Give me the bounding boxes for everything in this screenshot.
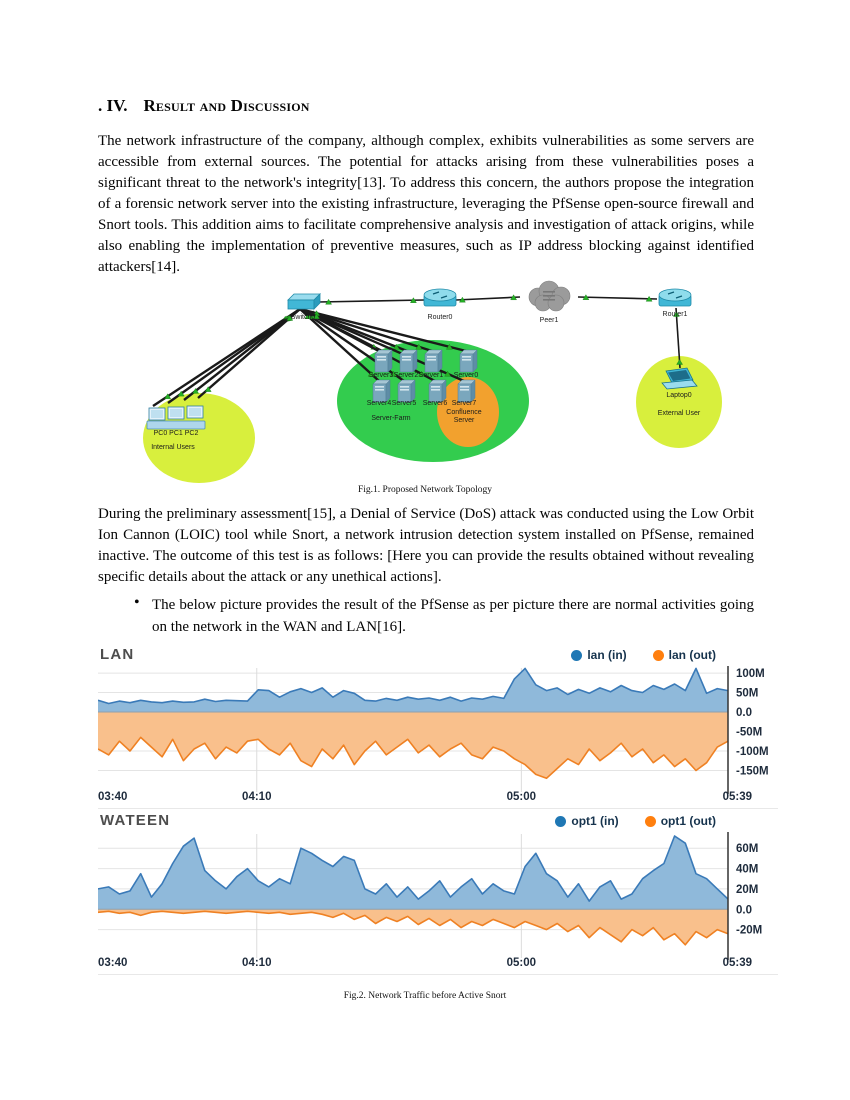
pcs-label: PC0 PC1 PC2 (153, 430, 199, 437)
svg-text:-150M: -150M (736, 765, 769, 778)
legend-item-lan-in (571, 648, 626, 662)
svg-text:-50M: -50M (736, 726, 763, 739)
svg-text:40M: 40M (736, 863, 759, 876)
server1-label: Server1 (418, 372, 444, 379)
server6-label: Server6 (422, 400, 448, 407)
section-number: . IV. (98, 96, 128, 115)
switch-icon (288, 294, 320, 309)
bullet-item (134, 595, 754, 638)
cloud-icon (529, 281, 570, 311)
svg-text:-20M: -20M (736, 924, 763, 937)
server0-label: Server0 (453, 372, 479, 379)
internal-users-label: Internal Users (151, 444, 195, 451)
wateen-chart-title: WATEEN (100, 812, 171, 829)
switch-label: Switch0 (290, 314, 316, 321)
server7-label: Server7 (451, 400, 477, 407)
svg-text:05:00: 05:00 (506, 791, 537, 803)
lan-traffic-chart (98, 646, 778, 809)
lan-chart-legend (571, 648, 716, 662)
paragraph-1: The network infrastructure of the company, although complex, exhibits vulnerabilities as some servers are accessible from external sources. The potential for attacks arising from these vulnerabilities poses a significant threat to the network's integrity[13]. To address this concern, the authors propose the integration of a forensic network server into the existing infrastructure, leveraging the PfSense open-source firewall and Snort tools. This addition aims to facilitate comprehensive analysis and investigation of attack origins, while also enabling the implementation of preventive measures, such as IP address blocking against identified attackers[14]. (98, 133, 754, 275)
wateen-traffic-chart (98, 812, 778, 975)
legend-dot-blue-icon (555, 816, 566, 827)
router0-icon (424, 289, 456, 306)
legend-label-lan-in: lan (in) (587, 648, 627, 662)
pc-group-icon (147, 406, 205, 429)
bullet-text: The below picture provides the result of the PfSense as per picture there are normal activities going on the network in the WAN and LAN[16]. (152, 597, 754, 635)
legend-item-lan-out (653, 648, 716, 662)
svg-text:03:40: 03:40 (98, 957, 128, 969)
section-heading (98, 96, 310, 116)
router1-label: Router1 (662, 311, 688, 318)
confluence-label-2: Server (453, 417, 475, 424)
svg-text:100M: 100M (736, 668, 765, 681)
legend-dot-orange-icon (645, 816, 656, 827)
server3-label: Server3 (368, 372, 394, 379)
svg-text:05:00: 05:00 (506, 957, 537, 969)
paragraph-2: During the preliminary assessment[15], a Denial of Service (DoS) attack was conducted using the Low Orbit Ion Cannon (LOIC) tool while Snort, a network intrusion detection system installed on PfSense, remained inactive. The outcome of this test is as follows: [Here you can provide the results obtained without revealing specific details about the attack or any unethical actions]. (98, 506, 754, 585)
legend-label-opt1-in: opt1 (in) (571, 814, 619, 828)
svg-text:04:10: 04:10 (242, 791, 272, 803)
lan-plot-area (98, 664, 778, 806)
svg-text:04:10: 04:10 (242, 957, 272, 969)
svg-text:03:40: 03:40 (98, 791, 128, 803)
svg-text:20M: 20M (736, 883, 759, 896)
figure-network-topology (0, 278, 850, 493)
legend-item-opt1-out (645, 814, 716, 828)
section-title: Result and Discussion (143, 96, 310, 115)
wateen-plot-area (98, 830, 778, 972)
svg-text:50M: 50M (736, 687, 759, 700)
bullet-marker: • (134, 594, 140, 611)
svg-text:05:39: 05:39 (722, 957, 752, 969)
legend-dot-blue-icon (571, 650, 582, 661)
lan-chart-title: LAN (100, 646, 135, 663)
svg-text:-100M: -100M (736, 745, 769, 758)
router0-label: Router0 (427, 314, 453, 321)
confluence-label-1: Confluence (446, 409, 482, 416)
legend-label-opt1-out: opt1 (out) (660, 814, 716, 828)
legend-label-lan-out: lan (out) (668, 648, 716, 662)
server-farm-label: Server-Farm (371, 415, 411, 422)
wateen-chart-legend (555, 814, 716, 828)
cloud-label: Peer1 (539, 317, 559, 324)
server5-label: Server5 (391, 400, 417, 407)
laptop-label: Laptop0 (666, 392, 692, 399)
svg-text:0.0: 0.0 (736, 707, 752, 720)
svg-text:60M: 60M (736, 843, 759, 856)
svg-text:05:39: 05:39 (722, 791, 752, 803)
router1-icon (659, 289, 691, 306)
svg-text:0.0: 0.0 (736, 904, 752, 917)
legend-dot-orange-icon (653, 650, 664, 661)
external-user-label: External User (657, 410, 701, 417)
legend-item-opt1-in (555, 814, 618, 828)
server4-label: Server4 (366, 400, 392, 407)
server2-label: Server2 (393, 372, 419, 379)
figure2-caption: Fig.2. Network Traffic before Active Snort (343, 991, 507, 1001)
figure1-caption: Fig.1. Proposed Network Topology (357, 485, 492, 495)
